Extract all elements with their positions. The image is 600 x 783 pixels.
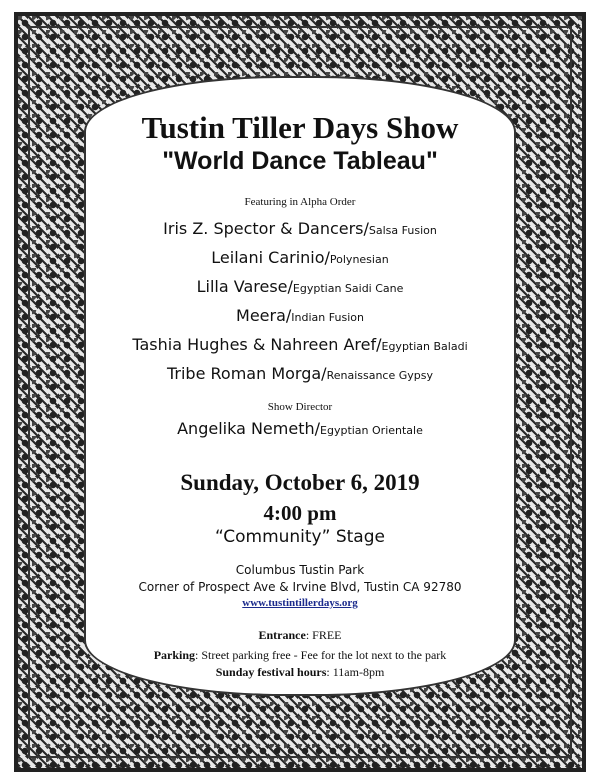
performer-item xyxy=(84,359,516,388)
performer-list xyxy=(84,214,516,388)
performer-name: Leilani Carinio xyxy=(211,248,325,267)
hours-label: Sunday festival hours xyxy=(215,665,327,679)
separator: / xyxy=(314,419,321,438)
performer-style: Egyptian Baladi xyxy=(381,340,468,353)
performer-name: Lilla Varese xyxy=(196,277,288,296)
performer-style: Salsa Fusion xyxy=(368,224,437,237)
director-name: Angelika Nemeth xyxy=(177,419,315,438)
page-title: Tustin Tiller Days Show xyxy=(141,110,459,145)
flyer-content xyxy=(84,76,516,696)
performer-name: Tashia Hughes & Nahreen Aref xyxy=(132,335,377,354)
director-label: Show Director xyxy=(267,401,333,413)
performer-style: Polynesian xyxy=(329,253,389,266)
performer-item xyxy=(84,301,516,330)
performer-style: Renaissance Gypsy xyxy=(326,369,433,382)
separator: / xyxy=(287,277,293,296)
entrance-label: Entrance xyxy=(258,628,306,642)
parking-line xyxy=(84,648,516,663)
entrance-line xyxy=(84,628,516,643)
website-link[interactable]: www.tustintillerdays.org xyxy=(242,597,358,609)
performer-style: Egyptian Saidi Cane xyxy=(292,282,404,295)
performer-style: Indian Fusion xyxy=(291,311,364,324)
venue-address: Corner of Prospect Ave & Irvine Blvd, Tustin CA 92780 xyxy=(138,580,462,594)
director-line xyxy=(84,416,516,444)
separator: / xyxy=(285,306,292,325)
separator: / xyxy=(324,248,330,267)
event-date: Sunday, October 6, 2019 xyxy=(180,470,420,495)
separator: / xyxy=(376,335,382,354)
entrance-value: : FREE xyxy=(305,628,342,642)
performer-name: Meera xyxy=(236,306,286,325)
performer-item xyxy=(84,330,516,359)
performer-name: Iris Z. Spector & Dancers xyxy=(163,219,364,238)
venue-name: Columbus Tustin Park xyxy=(235,563,365,577)
hours-value: : 11am-8pm xyxy=(326,665,385,679)
event-stage: “Community” Stage xyxy=(215,527,385,547)
director-style: Egyptian Orientale xyxy=(320,424,423,437)
featuring-label: Featuring in Alpha Order xyxy=(244,196,356,208)
event-time: 4:00 pm xyxy=(263,501,337,525)
subtitle: "World Dance Tableau" xyxy=(162,147,438,175)
performer-item xyxy=(84,243,516,272)
performer-name: Tribe Roman Morga xyxy=(166,364,322,383)
parking-label: Parking xyxy=(153,648,196,662)
separator: / xyxy=(321,364,327,383)
performer-item xyxy=(84,214,516,243)
parking-value: : Street parking free - Fee for the lot next to the park xyxy=(195,648,447,662)
performer-item xyxy=(84,272,516,301)
hours-line xyxy=(84,665,516,680)
separator: / xyxy=(363,219,369,238)
